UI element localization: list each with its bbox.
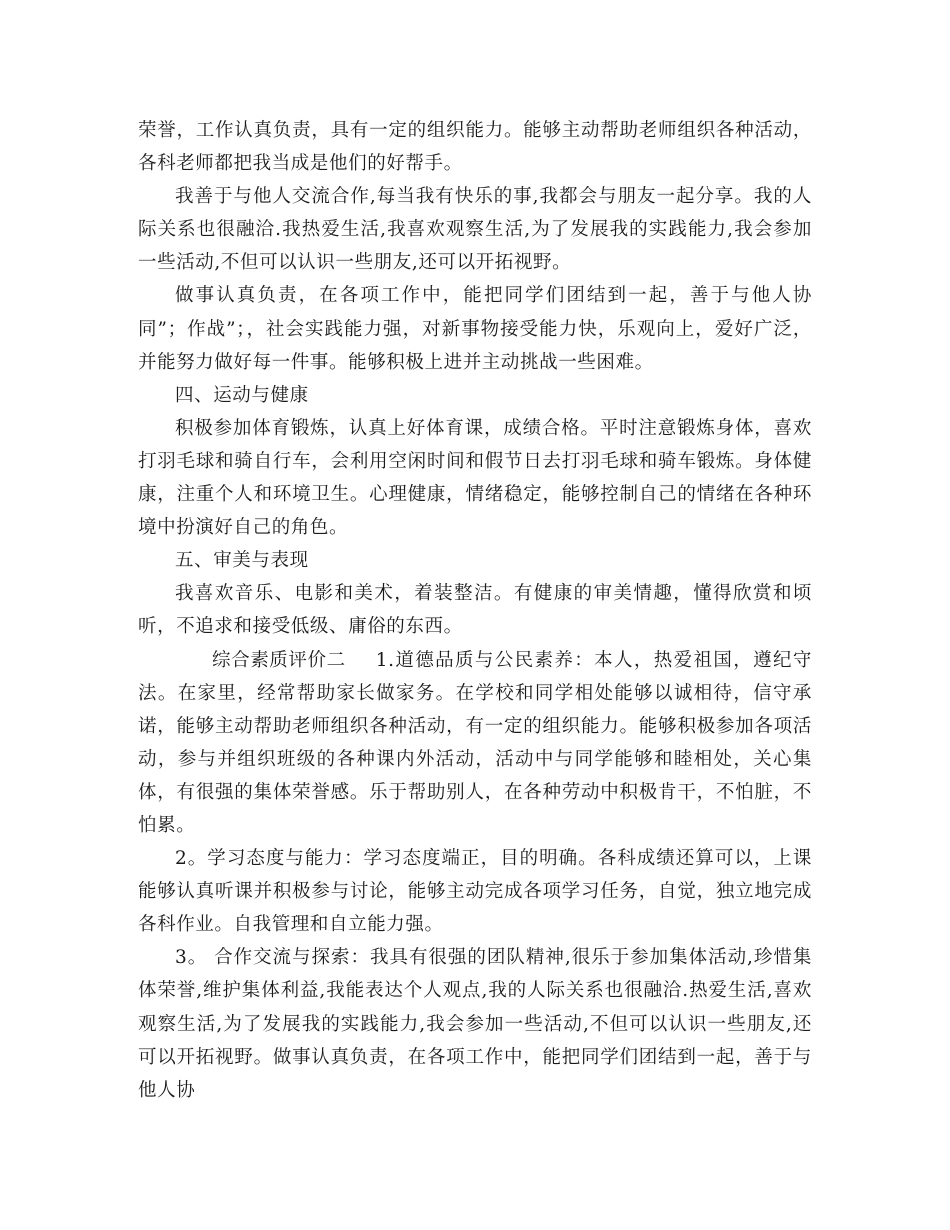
paragraph-cooperation: 3。 合作交流与探索：我具有很强的团队精神,很乐于参加集体活动,珍惜集体荣誉,维护集体利益,我能表达个人观点,我的人际关系也很融洽.热爱生活,喜欢观察生活,为了发展我的实践能力,我会参加一些活动,不但可以认识一些朋友,还可以开拓视野。做事认真负责，在各项工作中，能把同学们团结到一起，善于与他人协 xyxy=(138,947,812,1101)
evaluation-two-text: 1.道德品质与公民素养：本人，热爱祖国，遵纪守法。在家里，经常帮助家长做家务。在学校和同学相处能够以诚相待，信守承诺，能够主动帮助老师组织各种活动，有一定的组织能力。能够积极参加各项活动，参与并组织班级的各种课内外活动，活动中与同学能够和睦相处，关心集体，有很强的集体荣誉感。乐于帮助别人，在各种劳动中积极肯干，不怕脏，不怕累。 xyxy=(138,649,812,836)
paragraph-sports-health: 积极参加体育锻炼，认真上好体育课，成绩合格。平时注意锻炼身体，喜欢打羽毛球和骑自行车，会利用空闲时间和假节日去打羽毛球和骑车锻炼。身体健康，注重个人和环境卫生。心理健康，情绪稳定，能够控制自己的情绪在各种环境中扮演好自己的角色。 xyxy=(138,417,812,539)
paragraph-communication: 我善于与他人交流合作,每当我有快乐的事,我都会与朋友一起分享。我的人际关系也很融洽.我热爱生活,我喜欢观察生活,为了发展我的实践能力,我会参加一些活动,不但可以认识一些朋友,还可以开拓视野。 xyxy=(138,186,812,274)
document-body xyxy=(138,114,812,1107)
paragraph-learning-attitude: 2。学习态度与能力：学习态度端正，目的明确。各科成绩还算可以，上课能够认真听课并积极参与讨论，能够主动完成各项学习任务，自觉，独立地完成各科作业。自我管理和自立能力强。 xyxy=(138,848,812,936)
section-heading-sports-health: 四、运动与健康 xyxy=(175,384,309,406)
paragraph-continued: 荣誉，工作认真负责，具有一定的组织能力。能够主动帮助老师组织各种活动，各科老师都把我当成是他们的好帮手。 xyxy=(138,120,812,175)
evaluation-two-label: 综合素质评价二 xyxy=(212,649,346,671)
paragraph-responsibility: 做事认真负责，在各项工作中，能把同学们团结到一起，善于与他人协同”；作战”；，社会实践能力强，对新事物接受能力快，乐观向上，爱好广泛，并能努力做好每一件事。能够积极上进并主动挑战一些困难。 xyxy=(138,285,812,373)
paragraph-aesthetics: 我喜欢音乐、电影和美术，着装整洁。有健康的审美情趣，懂得欣赏和顷听，不追求和接受低级、庸俗的东西。 xyxy=(138,583,812,638)
section-heading-aesthetics: 五、审美与表现 xyxy=(175,550,309,572)
paragraph-evaluation-two xyxy=(138,644,812,843)
